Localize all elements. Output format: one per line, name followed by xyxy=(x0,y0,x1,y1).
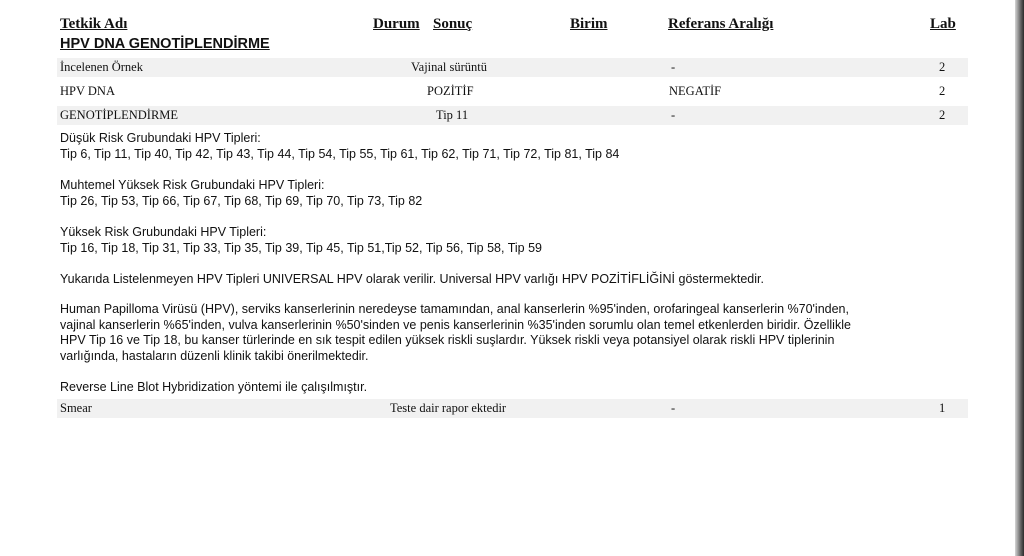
row-lab: 2 xyxy=(939,84,946,98)
row-name: Smear xyxy=(60,401,92,415)
section-title: HPV DNA GENOTİPLENDİRME xyxy=(60,36,270,52)
row-reference: - xyxy=(671,60,676,74)
row-result: Teste dair rapor ektedir xyxy=(390,401,507,415)
header-reference-range: Referans Aralığı xyxy=(668,16,774,32)
probable-high-risk-heading: Muhtemel Yüksek Risk Grubundaki HPV Tipleri: xyxy=(60,178,325,192)
info-line: varlığında, hastaların düzenli klinik takibi önerilmektedir. xyxy=(60,348,369,363)
header-result: Sonuç xyxy=(433,16,473,32)
row-result: Tip 11 xyxy=(436,108,469,122)
header-lab: Lab xyxy=(930,16,956,32)
header-status: Durum xyxy=(373,16,420,32)
header-test-name: Tetkik Adı xyxy=(60,16,128,32)
table-row xyxy=(57,58,968,77)
row-name: GENOTİPLENDİRME xyxy=(60,108,179,122)
page-edge-shadow xyxy=(1015,0,1024,556)
info-line: vajinal kanserlerin %65'inden, vulva kanserlerinin %50'sinden ve penis kanserlerinin %35'inden sorumlu olan temel etkenlerden biridir. Özellikle xyxy=(60,317,851,332)
row-lab: 2 xyxy=(939,108,946,122)
low-risk-types: Tip 6, Tip 11, Tip 40, Tip 42, Tip 43, Tip 44, Tip 54, Tip 55, Tip 61, Tip 62, Tip 71, Tip 72, Tip 81, Tip 84 xyxy=(60,146,620,161)
table-row xyxy=(57,106,968,125)
row-result: Vajinal sürüntü xyxy=(411,60,488,74)
high-risk-heading: Yüksek Risk Grubundaki HPV Tipleri: xyxy=(60,225,267,239)
row-reference: NEGATİF xyxy=(669,84,722,98)
high-risk-block xyxy=(60,225,542,256)
method-note: Reverse Line Blot Hybridization yöntemi ile çalışılmıştır. xyxy=(60,380,368,394)
info-line: HPV Tip 16 ve Tip 18, bu kanser türlerinde en sık tespit edilen yüksek riskli suşlardır. Yüksek riskli veya potansiyel olarak riskli HPV tiplerinin xyxy=(60,333,835,347)
high-risk-types: Tip 16, Tip 18, Tip 31, Tip 33, Tip 35, Tip 39, Tip 45, Tip 51,Tip 52, Tip 56, Tip 58, Tip 59 xyxy=(60,240,543,255)
low-risk-block xyxy=(60,131,619,162)
row-result: POZİTİF xyxy=(427,84,474,98)
table-row xyxy=(57,82,968,101)
info-paragraph xyxy=(60,302,851,364)
row-lab: 1 xyxy=(939,401,946,415)
probable-high-risk-types: Tip 26, Tip 53, Tip 66, Tip 67, Tip 68, Tip 69, Tip 70, Tip 73, Tip 82 xyxy=(60,193,423,208)
row-reference: - xyxy=(671,401,676,415)
header-unit: Birim xyxy=(570,16,608,32)
row-reference: - xyxy=(671,108,676,122)
row-name: HPV DNA xyxy=(60,84,115,98)
smear-row xyxy=(57,399,968,418)
universal-note: Yukarıda Listelenmeyen HPV Tipleri UNIVERSAL HPV olarak verilir. Universal HPV varlığı HPV POZİTİFLİĞİNİ göstermektedir. xyxy=(60,272,764,286)
probable-high-risk-block xyxy=(60,178,422,209)
row-lab: 2 xyxy=(939,60,946,74)
row-name: İncelenen Örnek xyxy=(60,60,143,74)
info-line: Human Papilloma Virüsü (HPV), serviks kanserlerinin neredeyse tamamından, anal kanserlerin %95'inden, orofaringeal kanserlerin %70'inden, xyxy=(60,302,849,316)
low-risk-heading: Düşük Risk Grubundaki HPV Tipleri: xyxy=(60,131,261,145)
